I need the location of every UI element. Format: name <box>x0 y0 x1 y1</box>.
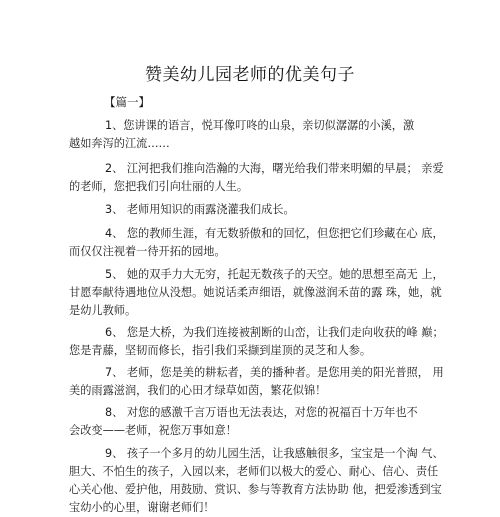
paragraph-line: 1、您讲课的语言，悦耳像叮咚的山泉，亲切似潺潺的小溪，激 <box>105 119 415 132</box>
paragraph-line: 8、 对您的感激千言万语也无法表达，对您的祝福百十万年也不 <box>105 406 418 419</box>
paragraph-line: 会改变——老师，祝您万事如意！ <box>69 424 237 437</box>
paragraph-line: 4、 您的教师生涯，有无数骄傲和的回忆，但您把它们珍藏在心 底， <box>105 227 444 240</box>
paragraph-line: 而仅仅注视着一待开拓的园地。 <box>69 245 226 258</box>
paragraph-line: 胆大、不怕生的孩子，入园以来，老师们以极大的爱心、耐心、信心、责任 <box>69 465 439 478</box>
paragraph-5 <box>69 266 444 320</box>
paragraph-7 <box>69 364 444 400</box>
paragraph-line: 您是青藤，坚韧而修长，指引我们采撷到崖顶的灵芝和人参。 <box>69 344 372 357</box>
paragraph-4 <box>69 225 444 261</box>
paragraph-line: 是幼儿教师。 <box>69 304 137 317</box>
paragraph-line: 6、 您是大桥，为我们连接被割断的山峦，让我们走向收获的峰 巅； <box>105 326 444 339</box>
paragraph-line: 美的雨露滋润，我们的心田才绿草如茵，繁花似锦！ <box>69 384 327 397</box>
paragraph-8 <box>69 404 421 440</box>
paragraph-9 <box>69 445 444 517</box>
paragraph-line: 5、 她的双手力大无穷，托起无数孩子的天空。她的思想至高无 上， <box>105 268 444 281</box>
paragraph-3 <box>69 201 421 219</box>
paragraph-1 <box>69 117 421 153</box>
paragraph-2 <box>69 160 444 196</box>
document-title: 赞美幼儿园老师的优美句子 <box>145 65 355 85</box>
paragraph-line: 甘愿奉献待遇地位从没想。她说话柔声细语，就像滋润禾苗的露 珠，她，就 <box>69 286 442 299</box>
paragraph-line: 宝幼小的心里，谢谢老师们！ <box>69 501 215 514</box>
paragraph-line: 7、 老师，您是美的耕耘者，美的播种者。是您用美的阳光普照， 用 <box>105 366 444 379</box>
paragraph-line: 2、 江河把我们推向浩瀚的大海，曙光给我们带来明媚的早晨； 亲爱 <box>105 162 444 175</box>
paragraph-line: 心关心他、爱护他，用鼓励、赏识、参与等教育方法协助 他，把爱渗透到宝 <box>69 483 442 496</box>
paragraph-line: 9、 孩子一个多月的幼儿园生活，让我感触很多，宝宝是一个淘 气、 <box>105 447 444 460</box>
paragraph-line: 越如奔泻的江流…… <box>69 137 170 150</box>
paragraph-6 <box>69 324 444 360</box>
section-label: 【篇一】 <box>104 95 150 109</box>
paragraph-line: 3、 老师用知识的雨露浇灌我们成长。 <box>105 203 295 216</box>
paragraph-line: 的老师，您把我们引向壮丽的人生。 <box>69 180 249 193</box>
